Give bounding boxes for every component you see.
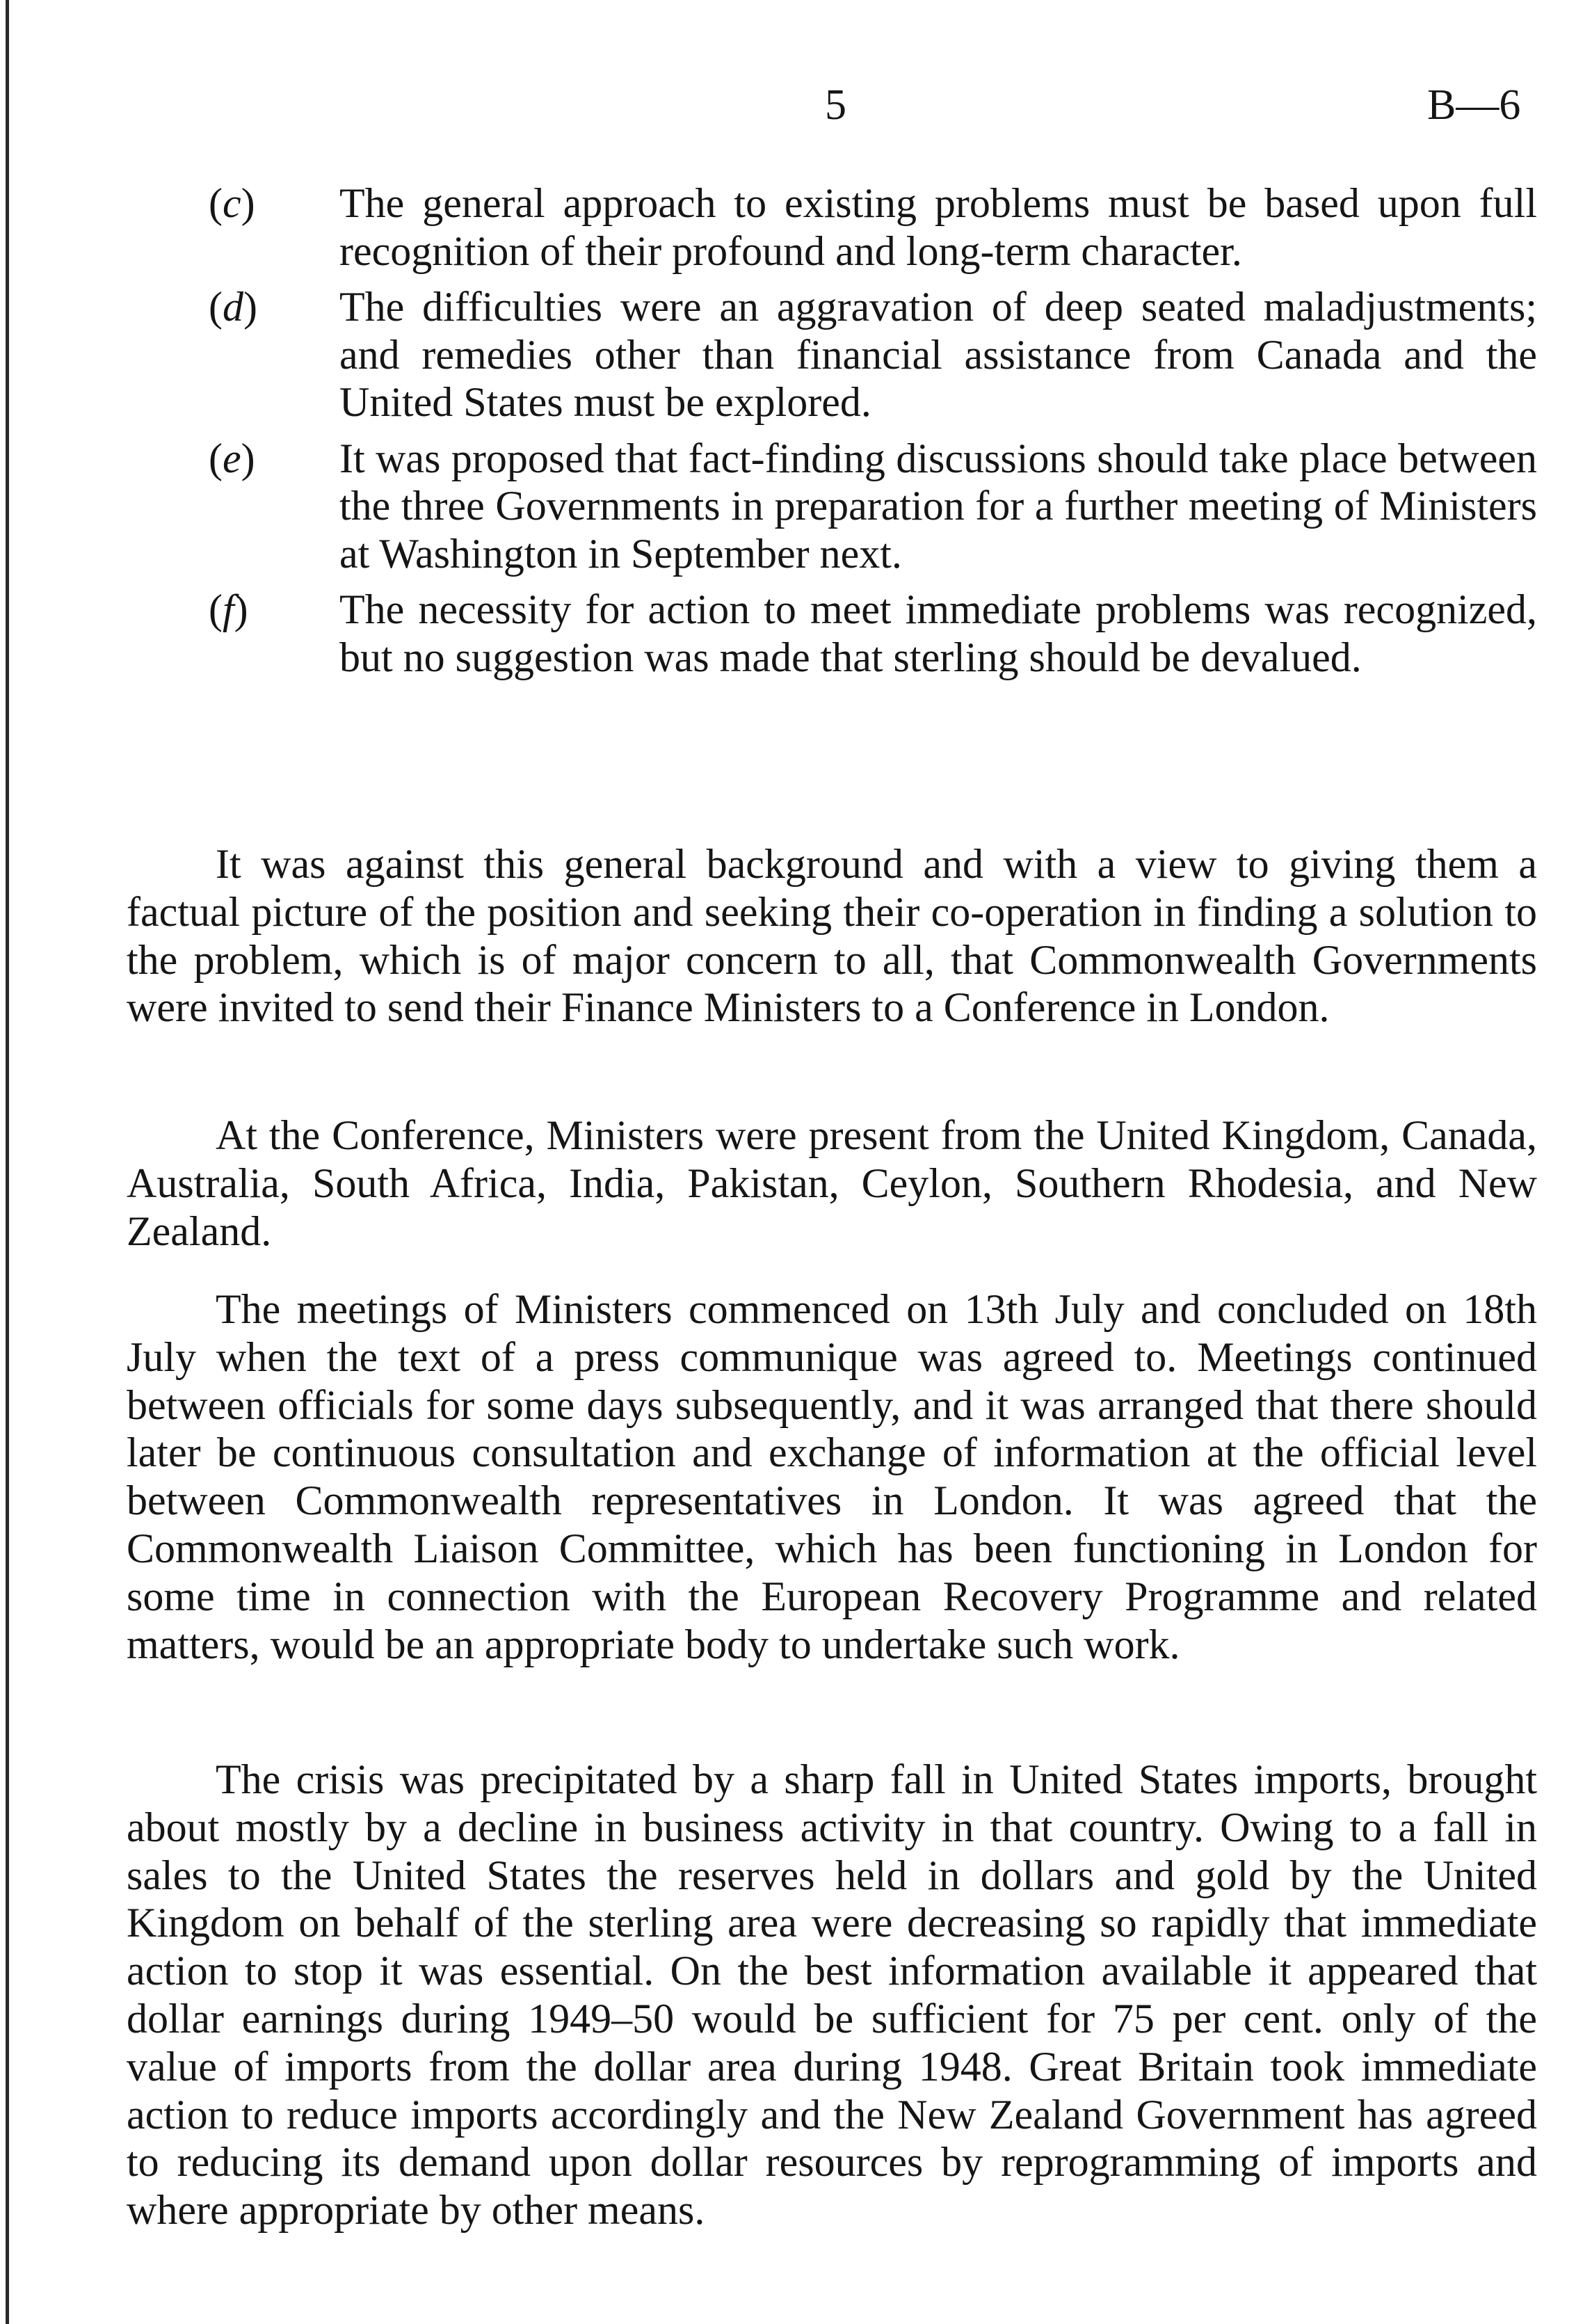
paragraph-meetings: The meetings of Ministers commenced on 13th July and concluded on 18th July when the text of a press communique was agreed to. Meetings continued between officials for some days subsequently, and it was arranged that there should later be continuous consultation and exchange of information at the official level between Commonwealth representatives in London. It was agreed that the Commonwealth Liaison Committee, which has been functioning in London for some time in connection with the European Recovery Programme and related matters, would be an appropriate body to undertake such work.: [127, 1286, 1537, 1667]
paragraph-crisis: The crisis was precipitated by a sharp fall in United States imports, brought about mostly by a decline in business activity in that country. Owing to a fall in sales to the United States the reserves held in dollars and gold by the United Kingdom on behalf of the sterling area were decreasing so rapidly that immediate action to stop it was essential. On the best information available it appeared that dollar earnings during 1949–50 would be sufficient for 75 per cent. only of the value of imports from the dollar area during 1948. Great Britain took immediate action to reduce imports accordingly and the New Zealand Government has agreed to reducing its demand upon dollar resources by reprogramming of imports and where appropriate by other means.: [127, 1756, 1537, 2234]
list-item-text: The difficulties were an aggravation of deep seated maladjustments; and remedies other than financial assistance from Canada and the United States must be explored.: [339, 284, 1537, 425]
list-item-c: [209, 179, 1537, 275]
page-number: 5: [825, 81, 846, 129]
list-item-e: [209, 435, 1537, 578]
list-item-text: It was proposed that fact-finding discussions should take place between the three Governments in preparation for a further meeting of Ministers at Washington in September next.: [339, 435, 1537, 577]
list-item-d: [209, 283, 1537, 426]
paragraph-background: It was against this general background and with a view to giving them a factual picture of the position and seeking their co-operation in finding a solution to the problem, which is of major concern to all, that Commonwealth Governments were invited to send their Finance Ministers to a Conference in London.: [127, 841, 1537, 1031]
list-item-label: (d): [209, 284, 257, 330]
list-item-text: The necessity for action to meet immediate problems was recognized, but no suggestion was made that sterling should be devalued.: [339, 586, 1537, 680]
page-edge-rule: [6, 0, 9, 2324]
paragraph-conference-attendance: At the Conference, Ministers were present from the United Kingdom, Canada, Australia, South Africa, India, Pakistan, Ceylon, Southern Rhodesia, and New Zealand.: [127, 1112, 1537, 1254]
list-item-label: (e): [209, 435, 255, 481]
list-item-label: (c): [209, 180, 255, 226]
list-item-label: (f): [209, 586, 248, 632]
list-item-f: [209, 586, 1537, 681]
list-item-text: The general approach to existing problems must be based upon full recognition of their profound and long-term character.: [339, 180, 1537, 274]
document-reference: B—6: [1427, 81, 1521, 129]
enumerated-list: [209, 179, 1537, 689]
